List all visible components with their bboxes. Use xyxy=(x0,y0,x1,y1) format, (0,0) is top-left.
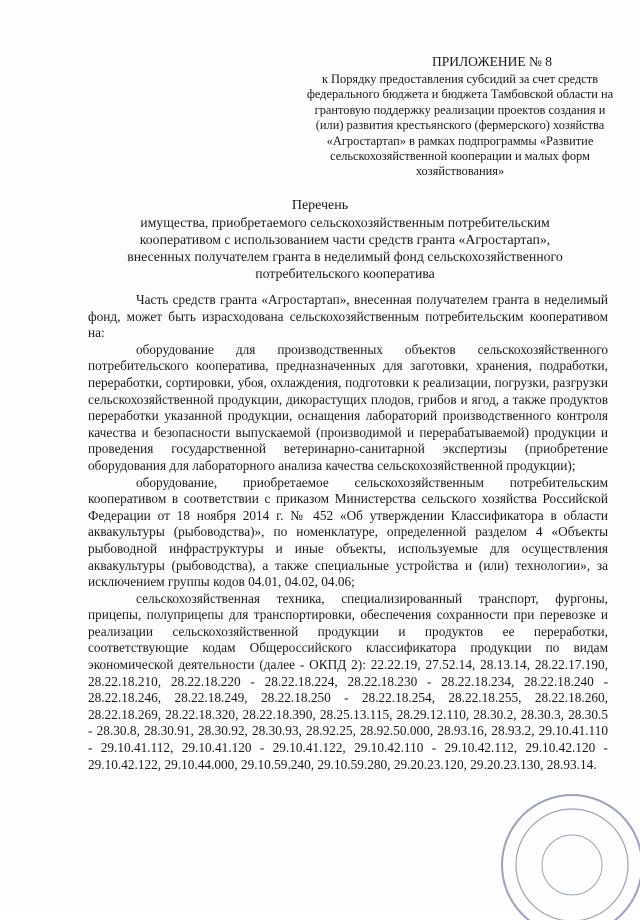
paragraph-equipment: оборудование для производственных объектов сельскохозяйственного потребительского кооператива, предназначенных для заготовки, хранения, подработки, переработки, сортировки, убоя, охлаждения, подготовки к реализации, погрузки, разгрузки сельскохозяйственной продукции, дикорастущих плодов, грибов и ягод, а также продуктов переработки указанной продукции, оснащения лабораторий производственного контроля качества и безопасности выпускаемой (производимой и перерабатываемой) продукции и проведения государственной ветеринарно-санитарной экспертизы (приобретение оборудования для лабораторного анализа качества сельскохозяйственной продукции); xyxy=(88,341,608,473)
appendix-title: ПРИЛОЖЕНИЕ № 8 xyxy=(431,54,553,69)
paragraph-intro: Часть средств гранта «Агростартап», внесенная получателем гранта в неделимый фонд, может быть израсходована сельскохозяйственным потребительским кооперативом на: xyxy=(88,292,608,341)
paragraph-aquaculture: оборудование, приобретаемое сельскохозяйственным потребительским кооперативом в соответствии с приказом Министерства сельского хозяйства Российской Федерации от 18 ноября 2014 г. № 452 «Об утверждении Классификатора в области аквакультуры (рыбоводства)», по номенклатуре, определенной разделом 4 «Объекты рыбоводной инфраструктуры и иные объекты, используемые для осуществления аквакультуры (рыбоводства), а также специальные устройства и (или) технологии», за исключением группы кодов 04.01, 04.02, 04.06; xyxy=(88,474,608,590)
list-heading-description: имущества, приобретаемого сельскохозяйственным потребительским кооперативом с использованием части средств гранта «Агростартап», внесенных получателем гранта в неделимый фонд сельскохозяйственного потребительского кооператива xyxy=(127,215,563,281)
appendix-text: к Порядку предоставления субсидий за счет средств федерального бюджета и бюджета Тамбовской области на грантовую поддержку реализации проектов создания и (или) развития крестьянского (фермерского) хозяйства «Агростартап» в рамках подпрограммы «Развитие сельскохозяйственной кооперации и малых форм хозяйствования» xyxy=(306,72,614,179)
paragraph-machinery: сельскохозяйственная техника, специализированный транспорт, фургоны, прицепы, полуприцепы для транспортировки, обеспечения сохранности при перевозке и реализации сельскохозяйственной продукции и продуктов ее переработки, соответствующие кодам Общероссийского классификатора продукции по видам экономической деятельности (далее - ОКПД 2): 22.22.19, 27.52.14, 28.13.14, 28.22.17.190, 28.22.18.210, 28.22.18.220 - 28.22.18.224, 28.22.18.230 - 28.22.18.234, 28.22.18.240 - 28.22.18.246, 28.22.18.249, 28.22.18.250 - 28.22.18.254, 28.22.18.255, 28.22.18.260, 28.22.18.269, 28.22.18.320, 28.22.18.390, 28.25.13.115, 28.29.12.110, 28.30.2, 28.30.3, 28.30.5 - 28.30.8, 28.30.91, 28.30.92, 28.30.93, 28.92.25, 28.92.50.000, 28.93.16, 28.93.2, 29.10.41.110 - 29.10.41.112, 29.10.41.120 - 29.10.41.122, 29.10.42.110 - 29.10.42.112, 29.10.42.120 - 29.10.42.122, 29.10.44.000, 29.10.59.240, 29.10.59.280, 29.20.23.120, 29.20.23.130, 28.93.14. xyxy=(88,590,608,772)
round-seal-stamp xyxy=(472,770,640,920)
document-body xyxy=(88,292,608,773)
list-heading: Перечень xyxy=(291,198,349,213)
